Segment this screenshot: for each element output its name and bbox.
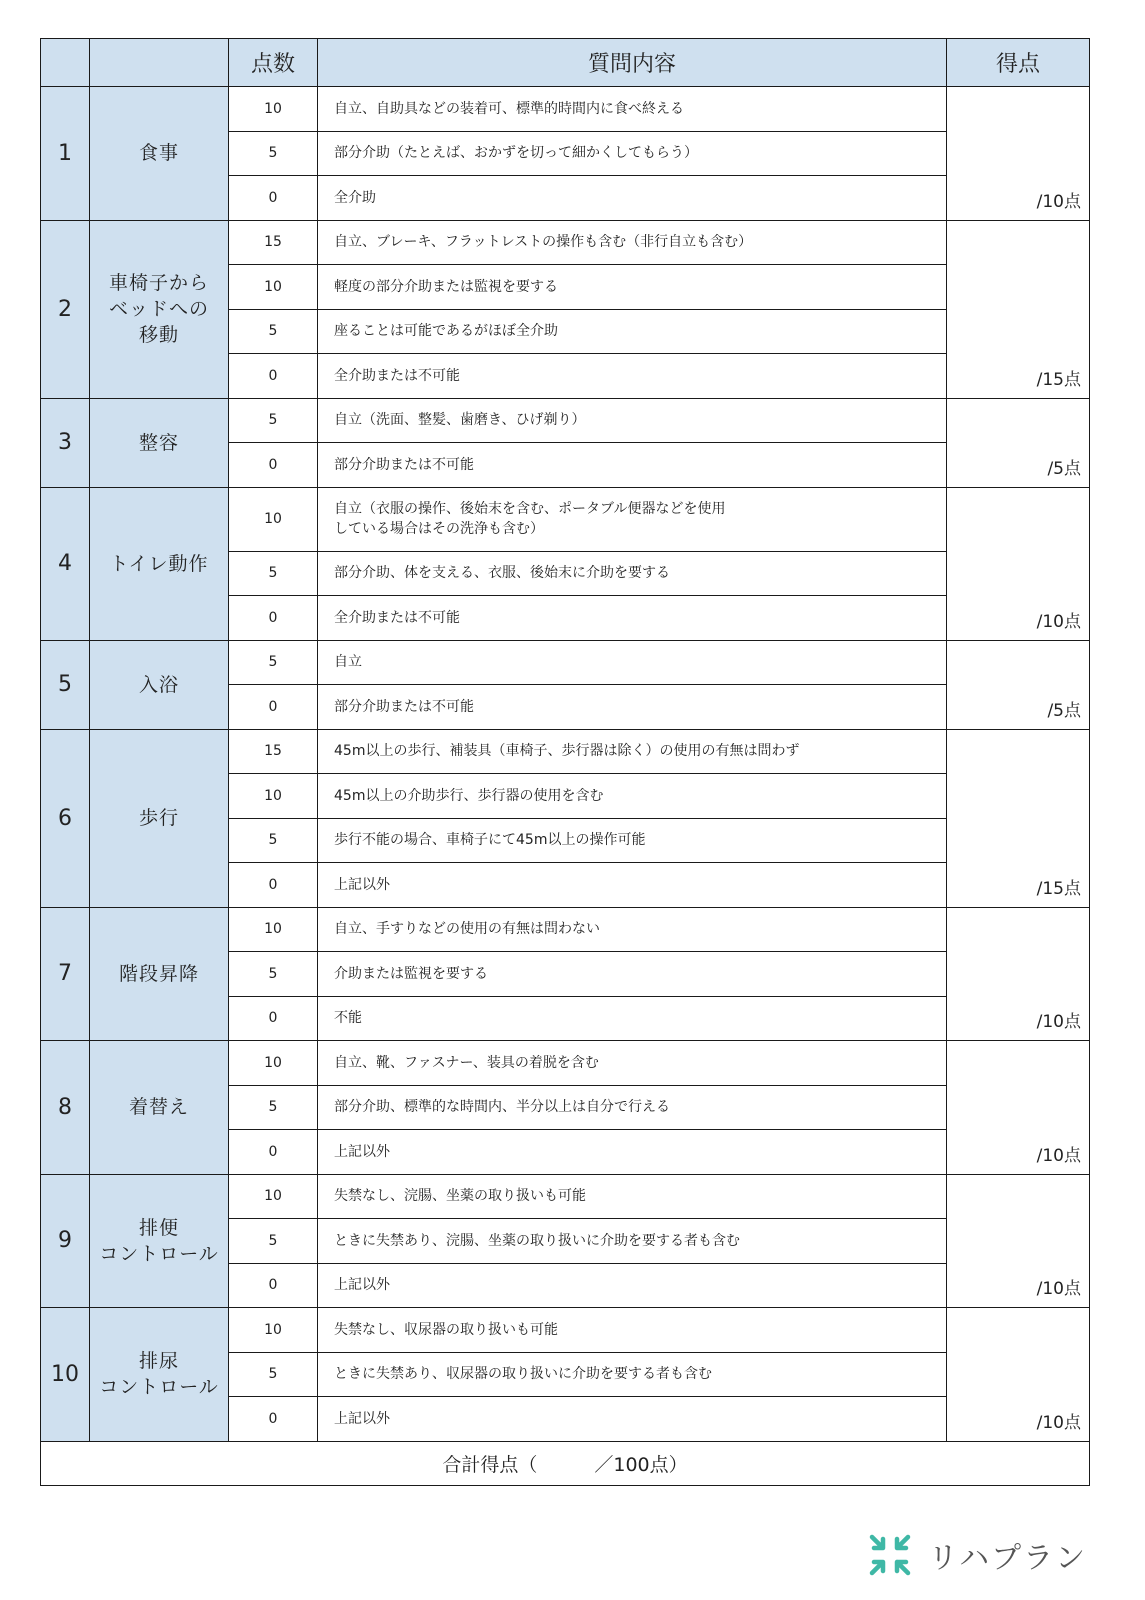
header-question: 質問内容 [318, 39, 947, 87]
item-number: 8 [41, 1041, 90, 1175]
table-row [41, 1174, 1090, 1219]
option-points: 10 [229, 774, 318, 819]
option-description: 失禁なし、収尿器の取り扱いも可能 [318, 1308, 947, 1353]
score-cell[interactable]: /10点 [947, 1308, 1090, 1442]
item-name: 入浴 [90, 640, 229, 729]
logo-text: リハプラン [928, 1541, 1088, 1576]
header-points: 点数 [229, 39, 318, 87]
option-description: ときに失禁あり、浣腸、坐薬の取り扱いに介助を要する者も含む [318, 1219, 947, 1264]
score-cell[interactable]: /5点 [947, 640, 1090, 729]
option-points: 0 [229, 596, 318, 641]
option-points: 0 [229, 1130, 318, 1175]
rehaplan-logo [866, 1530, 1087, 1580]
option-points: 0 [229, 1263, 318, 1308]
item-number: 7 [41, 907, 90, 1041]
option-points: 5 [229, 131, 318, 176]
option-description: 上記以外 [318, 863, 947, 908]
option-points: 15 [229, 729, 318, 774]
option-description: 部分介助または不可能 [318, 443, 947, 488]
score-cell[interactable]: /15点 [947, 220, 1090, 398]
item-number: 4 [41, 487, 90, 640]
option-description: 上記以外 [318, 1130, 947, 1175]
score-cell[interactable]: /10点 [947, 87, 1090, 221]
option-description: 全介助 [318, 176, 947, 221]
score-cell[interactable]: /10点 [947, 1041, 1090, 1175]
score-cell[interactable]: /15点 [947, 729, 1090, 907]
item-name: 歩行 [90, 729, 229, 907]
option-points: 0 [229, 685, 318, 730]
option-description: 部分介助、標準的な時間内、半分以上は自分で行える [318, 1085, 947, 1130]
option-description: 全介助または不可能 [318, 354, 947, 399]
option-points: 10 [229, 1308, 318, 1353]
header-score: 得点 [947, 39, 1090, 87]
table-row [41, 87, 1090, 132]
table-row [41, 729, 1090, 774]
option-description: 自立（衣服の操作、後始末を含む、ポータブル便器などを使用 している場合はその洗浄も含む） [318, 487, 947, 551]
option-description: 歩行不能の場合、車椅子にて45m以上の操作可能 [318, 818, 947, 863]
option-description: 自立 [318, 640, 947, 685]
option-description: 部分介助（たとえば、おかずを切って細かくしてもらう） [318, 131, 947, 176]
option-description: 自立、ブレーキ、フラットレストの操作も含む（非行自立も含む） [318, 220, 947, 265]
table-row [41, 398, 1090, 443]
option-points: 5 [229, 952, 318, 997]
option-description: ときに失禁あり、収尿器の取り扱いに介助を要する者も含む [318, 1352, 947, 1397]
option-description: 自立（洗面、整髪、歯磨き、ひげ剃り） [318, 398, 947, 443]
option-points: 5 [229, 551, 318, 596]
option-points: 5 [229, 1085, 318, 1130]
item-name: 着替え [90, 1041, 229, 1175]
item-number: 6 [41, 729, 90, 907]
item-name: 排便 コントロール [90, 1174, 229, 1308]
total-score: 合計得点（ ／100点） [41, 1441, 1090, 1485]
table-row [41, 907, 1090, 952]
header-no [41, 39, 90, 87]
barthel-index-table [40, 38, 1090, 1486]
option-points: 0 [229, 996, 318, 1041]
option-description: 失禁なし、浣腸、坐薬の取り扱いも可能 [318, 1174, 947, 1219]
option-points: 0 [229, 1397, 318, 1442]
item-name: 食事 [90, 87, 229, 221]
option-points: 5 [229, 640, 318, 685]
option-description: 45m以上の歩行、補装具（車椅子、歩行器は除く）の使用の有無は問わず [318, 729, 947, 774]
option-description: 部分介助または不可能 [318, 685, 947, 730]
item-name: 整容 [90, 398, 229, 487]
item-name: 排尿 コントロール [90, 1308, 229, 1442]
option-description: 介助または監視を要する [318, 952, 947, 997]
score-cell[interactable]: /10点 [947, 1174, 1090, 1308]
item-number: 2 [41, 220, 90, 398]
option-points: 5 [229, 1352, 318, 1397]
header-row [41, 39, 1090, 87]
score-cell[interactable]: /10点 [947, 487, 1090, 640]
item-number: 5 [41, 640, 90, 729]
arrows-logo-icon [866, 1531, 914, 1579]
score-cell[interactable]: /5点 [947, 398, 1090, 487]
option-points: 5 [229, 309, 318, 354]
option-description: 座ることは可能であるがほぼ全介助 [318, 309, 947, 354]
option-description: 不能 [318, 996, 947, 1041]
table-row [41, 1041, 1090, 1086]
item-name: 階段昇降 [90, 907, 229, 1041]
table-row [41, 487, 1090, 551]
option-description: 上記以外 [318, 1397, 947, 1442]
item-number: 3 [41, 398, 90, 487]
table-row [41, 1308, 1090, 1353]
total-row [41, 1441, 1090, 1485]
option-description: 部分介助、体を支える、衣服、後始末に介助を要する [318, 551, 947, 596]
option-points: 0 [229, 863, 318, 908]
option-points: 10 [229, 87, 318, 132]
option-points: 10 [229, 1174, 318, 1219]
item-name: トイレ動作 [90, 487, 229, 640]
option-description: 自立、手すりなどの使用の有無は問わない [318, 907, 947, 952]
table-row [41, 640, 1090, 685]
option-description: 自立、自助具などの装着可、標準的時間内に食べ終える [318, 87, 947, 132]
header-item [90, 39, 229, 87]
option-description: 上記以外 [318, 1263, 947, 1308]
option-points: 5 [229, 818, 318, 863]
option-points: 10 [229, 265, 318, 310]
table-row [41, 220, 1090, 265]
option-points: 10 [229, 907, 318, 952]
item-name: 車椅子から ベッドへの 移動 [90, 220, 229, 398]
option-points: 0 [229, 354, 318, 399]
option-points: 0 [229, 443, 318, 488]
option-points: 10 [229, 487, 318, 551]
option-points: 5 [229, 398, 318, 443]
item-number: 10 [41, 1308, 90, 1442]
option-description: 自立、靴、ファスナー、装具の着脱を含む [318, 1041, 947, 1086]
option-points: 0 [229, 176, 318, 221]
score-cell[interactable]: /10点 [947, 907, 1090, 1041]
option-points: 5 [229, 1219, 318, 1264]
option-points: 15 [229, 220, 318, 265]
option-points: 10 [229, 1041, 318, 1086]
item-number: 1 [41, 87, 90, 221]
option-description: 45m以上の介助歩行、歩行器の使用を含む [318, 774, 947, 819]
option-description: 全介助または不可能 [318, 596, 947, 641]
item-number: 9 [41, 1174, 90, 1308]
option-description: 軽度の部分介助または監視を要する [318, 265, 947, 310]
